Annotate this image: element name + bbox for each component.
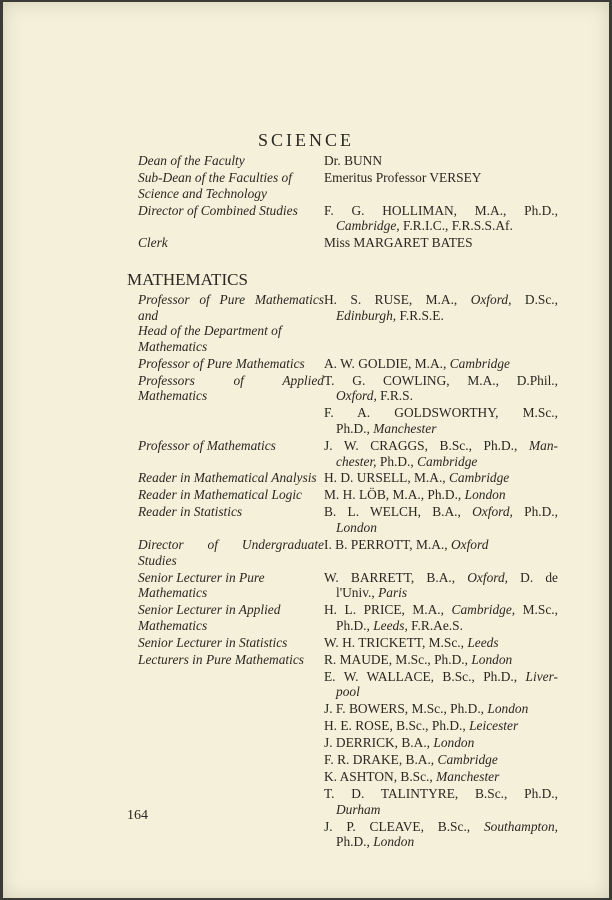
position-title xyxy=(138,537,324,568)
name-text: I. B. PERROTT, M.A., xyxy=(324,537,451,553)
position-title xyxy=(138,170,324,201)
institution: London xyxy=(471,651,513,667)
position-title xyxy=(138,735,324,751)
name-text: J. F. BOWERS, M.Sc., Ph.D., xyxy=(324,701,488,717)
name-text: M.Sc., xyxy=(515,602,558,618)
name-text: Miss MARGARET BATES xyxy=(324,235,473,251)
position-title xyxy=(138,487,324,503)
institution: London xyxy=(464,487,506,503)
institution: Edinburgh, xyxy=(336,307,397,323)
staff-name-line xyxy=(324,718,558,734)
name-text: H. S. RUSE, M.A., xyxy=(324,292,471,307)
name-text: T. D. TALINTYRE, B.Sc., Ph.D., xyxy=(324,786,558,802)
staff-entry xyxy=(138,373,558,404)
name-text: H. D. URSELL, M.A., xyxy=(324,470,449,486)
staff-entry xyxy=(138,438,558,469)
position-title xyxy=(138,438,324,469)
institution: Oxford xyxy=(450,537,489,553)
staff-entry xyxy=(138,635,558,651)
staff-entry xyxy=(138,203,558,234)
page-number: 164 xyxy=(127,808,148,823)
position-title-line: Science and Technology xyxy=(138,185,267,201)
name-text: W. BARRETT, B.A., xyxy=(324,569,468,585)
name-text: J. P. CLEAVE, B.Sc., xyxy=(324,818,484,834)
name-text: D.Sc., xyxy=(511,292,559,307)
staff-name-line xyxy=(324,834,558,850)
institution: London xyxy=(373,834,415,850)
position-title xyxy=(138,669,324,700)
position-title-line: Senior Lecturer in Applied xyxy=(138,602,281,618)
name-text: F. R. DRAKE, B.A., xyxy=(324,752,438,768)
staff-name-line xyxy=(324,635,558,651)
name-text: F.R.S. xyxy=(376,388,413,404)
name-text: Ph.D., xyxy=(336,617,374,633)
position-title-line: Director of Undergraduate Studies xyxy=(138,537,324,568)
staff-name xyxy=(324,170,558,201)
name-text: F.R.S.E. xyxy=(396,307,444,323)
name-text: K. ASHTON, B.Sc., xyxy=(324,769,437,785)
staff-name-line xyxy=(324,819,558,835)
position-title xyxy=(138,153,324,169)
staff-entry xyxy=(138,570,558,601)
institution: Cambridge xyxy=(417,453,478,469)
institution: Oxford, xyxy=(336,388,377,404)
position-title-line: Director of Combined Studies xyxy=(138,202,298,218)
staff-name-line xyxy=(324,769,558,785)
staff-name-line xyxy=(324,537,558,553)
staff-name xyxy=(324,570,558,601)
position-title-line: Professor of Pure Mathematics xyxy=(138,355,305,371)
staff-name-line xyxy=(324,454,558,470)
staff-name xyxy=(324,669,558,700)
name-text: H. E. ROSE, B.Sc., Ph.D., xyxy=(324,718,470,734)
position-title xyxy=(138,635,324,651)
staff-entry xyxy=(138,786,558,817)
staff-name-line xyxy=(324,308,558,324)
staff-entry xyxy=(138,292,558,354)
name-text: Ph.D., xyxy=(336,420,374,436)
institution: pool xyxy=(336,684,360,700)
staff-name-line xyxy=(324,373,558,389)
staff-name-line xyxy=(324,752,558,768)
staff-entry xyxy=(138,235,558,251)
staff-entry xyxy=(138,735,558,751)
staff-name-line xyxy=(324,652,558,668)
position-title-line: Reader in Statistics xyxy=(138,504,243,520)
position-title-line: Professor of Mathematics xyxy=(138,437,276,453)
staff-entry xyxy=(138,602,558,633)
name-text: F.R.I.C., F.R.S.S.Af. xyxy=(399,218,513,234)
name-text: D. de xyxy=(508,569,558,585)
staff-name xyxy=(324,487,558,503)
staff-entry xyxy=(138,669,558,700)
section-heading-mathematics: MATHEMATICS xyxy=(127,270,248,289)
staff-name xyxy=(324,769,558,785)
staff-name-line xyxy=(324,701,558,717)
position-title-line: Head of the Department of xyxy=(138,323,282,339)
staff-name xyxy=(324,786,558,817)
staff-name-line xyxy=(324,388,558,404)
staff-entry xyxy=(138,769,558,785)
institution: Oxford, xyxy=(467,569,509,585)
staff-name-line xyxy=(324,405,558,421)
position-title xyxy=(138,752,324,768)
position-title xyxy=(138,203,324,234)
staff-name xyxy=(324,356,558,372)
staff-name xyxy=(324,701,558,717)
staff-name xyxy=(324,203,558,234)
institution: London xyxy=(487,701,529,717)
position-title xyxy=(138,786,324,817)
staff-entry xyxy=(138,537,558,568)
institution: Cambridge xyxy=(449,355,510,371)
position-title-line: Reader in Mathematical Analysis xyxy=(138,470,317,486)
name-text: Ph.D., xyxy=(336,834,374,850)
position-title xyxy=(138,602,324,633)
name-text: F. A. GOLDSWORTHY, M.Sc., xyxy=(324,405,558,421)
staff-name xyxy=(324,292,558,354)
staff-name-line xyxy=(324,602,558,618)
position-title xyxy=(138,718,324,734)
staff-name xyxy=(324,652,558,668)
staff-name xyxy=(324,405,558,436)
institution: Cambridge xyxy=(437,752,498,768)
staff-entry xyxy=(138,652,558,668)
staff-name xyxy=(324,537,558,568)
position-title-line: Mathematics xyxy=(138,585,208,601)
position-title-line: Reader in Mathematical Logic xyxy=(138,487,303,503)
staff-name-line xyxy=(324,438,558,454)
name-text: Dr. BUNN xyxy=(324,153,383,168)
staff-name-line xyxy=(324,504,558,520)
staff-name-line xyxy=(324,570,558,586)
name-text: J. W. CRAGGS, B.Sc., Ph.D., xyxy=(324,437,529,453)
staff-name-line xyxy=(324,735,558,751)
staff-name xyxy=(324,235,558,251)
staff-entry xyxy=(138,405,558,436)
position-title xyxy=(138,405,324,436)
staff-name xyxy=(324,373,558,404)
institution: Man- xyxy=(528,437,558,453)
institution: Liver- xyxy=(525,668,558,684)
position-title xyxy=(138,373,324,404)
institution: Leeds, xyxy=(373,617,408,633)
name-text: H. L. PRICE, M.A., xyxy=(324,602,452,618)
position-title-line: Clerk xyxy=(138,235,168,251)
institution: Oxford, xyxy=(472,504,513,520)
science-staff-list xyxy=(138,153,558,252)
staff-name-line xyxy=(324,802,558,818)
staff-entry xyxy=(138,504,558,535)
staff-name xyxy=(324,504,558,535)
staff-name xyxy=(324,735,558,751)
staff-name-line xyxy=(324,487,558,503)
staff-name xyxy=(324,718,558,734)
position-title-line: Senior Lecturer in Statistics xyxy=(138,634,288,650)
institution: Manchester xyxy=(373,420,437,436)
staff-name-line xyxy=(324,203,558,219)
position-title-line: Dean of the Faculty xyxy=(138,153,245,168)
staff-entry xyxy=(138,487,558,503)
position-title xyxy=(138,470,324,486)
document-page xyxy=(3,2,609,898)
position-title-line: Mathematics xyxy=(138,617,208,633)
position-title xyxy=(138,701,324,717)
position-title-line: Professor of Pure Mathematics and xyxy=(138,292,324,323)
staff-entry xyxy=(138,718,558,734)
institution: Oxford, xyxy=(470,292,512,307)
name-text: F. G. HOLLIMAN, M.A., Ph.D., xyxy=(324,202,558,218)
mathematics-staff-list xyxy=(138,292,558,851)
staff-name-line xyxy=(324,585,558,601)
staff-name xyxy=(324,602,558,633)
institution: chester, xyxy=(336,453,377,469)
staff-name-line xyxy=(324,618,558,634)
staff-name xyxy=(324,153,558,169)
institution: Paris xyxy=(378,585,408,601)
position-title-line: Mathematics xyxy=(138,338,208,354)
position-title xyxy=(138,652,324,668)
institution: Southampton, xyxy=(483,818,558,834)
staff-name xyxy=(324,752,558,768)
staff-name xyxy=(324,635,558,651)
name-text: Ph.D., xyxy=(376,453,418,469)
staff-name-line xyxy=(324,153,558,169)
position-title xyxy=(138,235,324,251)
staff-name-line xyxy=(324,786,558,802)
staff-entry xyxy=(138,170,558,201)
name-text: E. W. WALLACE, B.Sc., Ph.D., xyxy=(324,668,526,684)
institution: Durham xyxy=(336,801,381,817)
institution: Leeds xyxy=(467,634,499,650)
position-title-line: Lecturers in Pure Mathematics xyxy=(138,651,304,667)
position-title xyxy=(138,819,324,850)
name-text: T. G. COWLING, M.A., D.Phil., xyxy=(324,372,558,388)
staff-name-line xyxy=(324,235,558,251)
staff-name-line xyxy=(324,684,558,700)
institution: Cambridge, xyxy=(336,218,400,234)
staff-name xyxy=(324,819,558,850)
staff-name xyxy=(324,438,558,469)
staff-name xyxy=(324,470,558,486)
position-title xyxy=(138,504,324,535)
staff-entry xyxy=(138,752,558,768)
staff-name-line xyxy=(324,170,558,186)
name-text: Ph.D., xyxy=(512,504,558,520)
position-title xyxy=(138,356,324,372)
name-text: A. W. GOLDIE, M.A., xyxy=(324,355,450,371)
position-title xyxy=(138,292,324,354)
name-text: F.R.Ae.S. xyxy=(407,617,463,633)
position-title xyxy=(138,570,324,601)
position-title xyxy=(138,769,324,785)
staff-name-line xyxy=(324,669,558,685)
name-text: R. MAUDE, M.Sc., Ph.D., xyxy=(324,651,472,667)
name-text: Emeritus Professor VERSEY xyxy=(324,169,482,185)
staff-entry xyxy=(138,701,558,717)
position-title-line: Professors of Applied Mathematics xyxy=(138,372,324,404)
institution: Manchester xyxy=(436,769,500,785)
institution: Cambridge, xyxy=(451,602,516,618)
staff-name-line xyxy=(324,292,558,308)
staff-name-line xyxy=(324,356,558,372)
institution: Cambridge xyxy=(448,470,510,486)
name-text: B. L. WELCH, B.A., xyxy=(324,504,473,520)
staff-entry xyxy=(138,153,558,169)
name-text: W. H. TRICKETT, M.Sc., xyxy=(324,634,468,650)
staff-name-line xyxy=(324,218,558,234)
position-title-line: Senior Lecturer in Pure xyxy=(138,569,265,585)
position-title-line: Sub-Dean of the Faculties of xyxy=(138,169,292,185)
institution: London xyxy=(336,520,377,536)
name-text: J. DERRICK, B.A., xyxy=(324,735,434,751)
institution: Leicester xyxy=(469,718,519,734)
staff-entry xyxy=(138,356,558,372)
name-text: l'Univ., xyxy=(336,585,379,601)
staff-name-line xyxy=(324,421,558,437)
staff-entry xyxy=(138,819,558,850)
staff-name-line xyxy=(324,520,558,536)
staff-entry xyxy=(138,470,558,486)
staff-name-line xyxy=(324,470,558,486)
name-text: M. H. LÖB, M.A., Ph.D., xyxy=(324,487,465,503)
section-title-science: SCIENCE xyxy=(257,130,354,150)
institution: London xyxy=(433,735,475,751)
